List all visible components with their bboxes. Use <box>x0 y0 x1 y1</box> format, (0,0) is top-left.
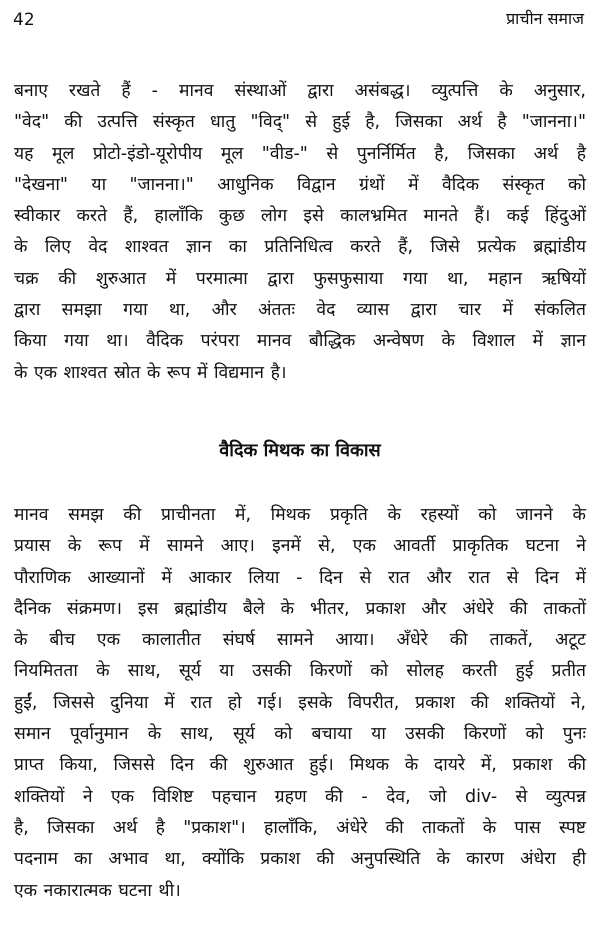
paragraph-2 <box>14 500 586 907</box>
page-number: 42 <box>13 10 35 30</box>
paragraph-line: प्रयास के रूप में सामने आए। इनमें से, एक आवर्ती प्राकृतिक घटना ने <box>14 536 586 557</box>
paragraph-line: के लिए वेद शाश्वत ज्ञान का प्रतिनिधित्व करते हैं, जिसे प्रत्येक ब्रह्मांडीय <box>14 237 586 258</box>
paragraph-line: यह मूल प्रोटो-इंडो-यूरोपीय मूल "वीड-" से पुनर्निर्मित है, जिसका अर्थ है <box>14 143 586 164</box>
paragraph-line: किया गया था। वैदिक परंपरा मानव बौद्धिक अन्वेषण के विशाल में ज्ञान <box>14 331 586 352</box>
paragraph-line: नियमितता के साथ, सूर्य या उसकी किरणों को सोलह करती हुई प्रतीत <box>14 661 586 682</box>
paragraph-line: चक्र की शुरुआत में परमात्मा द्वारा फुसफुसाया गया था, महान ऋषियों <box>14 268 586 289</box>
paragraph-line: प्राप्त किया, जिससे दिन की शुरुआत हुई। मिथक के दायरे में, प्रकाश की <box>14 755 586 776</box>
paragraph-line: बनाए रखते हैं - मानव संस्थाओं द्वारा असंबद्ध। व्युत्पत्ति के अनुसार, <box>14 81 586 101</box>
paragraph-line: समान पूर्वानुमान के साथ, सूर्य को बचाया या उसकी किरणों को पुनः <box>14 724 586 745</box>
paragraph-line: दैनिक संक्रमण। इस ब्रह्मांडीय बैले के भीतर, प्रकाश और अंधेरे की ताकतों <box>14 598 586 619</box>
running-title: प्राचीन समाज <box>506 9 584 28</box>
paragraph-1 <box>14 76 586 389</box>
paragraph-line: एक नकारात्मक घटना थी। <box>14 880 181 901</box>
paragraph-line: पदनाम का अभाव था, क्योंकि प्रकाश की अनुपस्थिति के कारण अंधेरा ही <box>14 849 586 870</box>
paragraph-line: मानव समझ की प्राचीनता में, मिथक प्रकृति के रहस्यों को जानने के <box>14 505 586 525</box>
paragraph-line: स्वीकार करते हैं, हालाँकि कुछ लोग इसे कालभ्रमित मानते हैं। कई हिंदुओं <box>14 206 586 227</box>
paragraph-line: "वेद" की उत्पत्ति संस्कृत धातु "विद्" से हुई है, जिसका अर्थ है "जानना।" <box>14 112 586 133</box>
paragraph-line: द्वारा समझा गया था, और अंततः वेद व्यास द्वारा चार में संकलित <box>14 300 586 321</box>
paragraph-line: के एक शाश्वत स्रोत के रूप में विद्यमान है। <box>14 362 287 383</box>
paragraph-line: शक्तियों ने एक विशिष्ट पहचान ग्रहण की - देव, जो div- से व्युत्पन्न <box>14 786 586 807</box>
paragraph-line: पौराणिक आख्यानों में आकार लिया - दिन से रात और रात से दिन में <box>14 567 586 588</box>
paragraph-line: के बीच एक कालातीत संघर्ष सामने आया। अँधेरे की ताकतें, अटूट <box>14 630 586 651</box>
paragraph-line: हुईं, जिससे दुनिया में रात हो गई। इसके विपरीत, प्रकाश की शक्तियों ने, <box>14 692 586 713</box>
section-heading: वैदिक मिथक का विकास <box>219 440 381 461</box>
paragraph-line: "देखना" या "जानना।" आधुनिक विद्वान ग्रंथों में वैदिक संस्कृत को <box>14 174 586 195</box>
paragraph-line: है, जिसका अर्थ है "प्रकाश"। हालाँकि, अंधेरे की ताकतों के पास स्पष्ट <box>14 817 586 838</box>
